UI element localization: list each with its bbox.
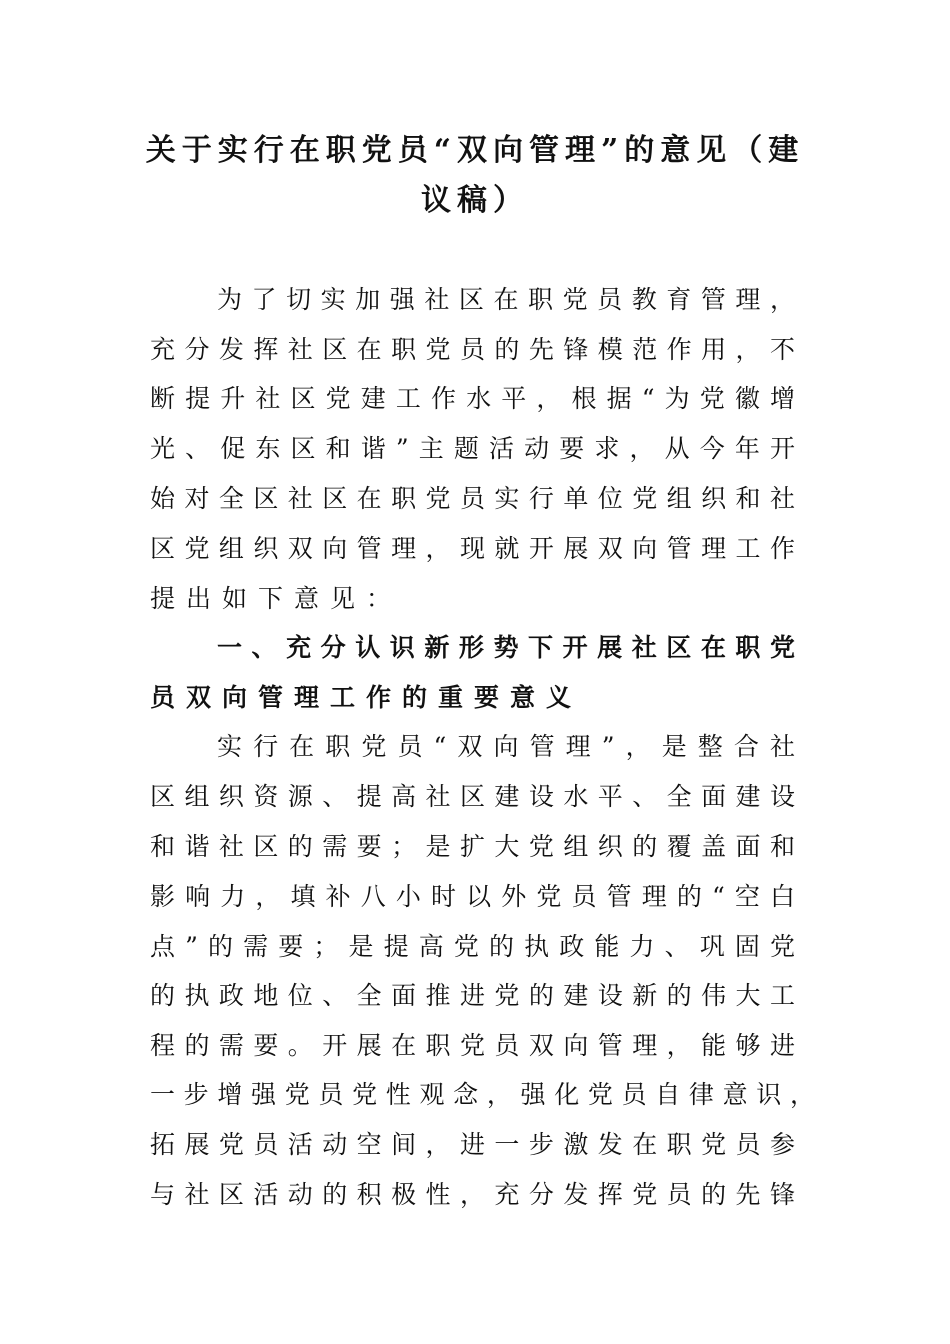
- paragraph-2-line: 程的需要。开展在职党员双向管理，能够进: [150, 1031, 795, 1060]
- paragraph-1-line: 充分发挥社区在职党员的先锋模范作用，不: [150, 335, 795, 364]
- section-heading-line: 一、充分认识新形势下开展社区在职党: [217, 633, 795, 662]
- paragraph-1-line: 始对全区社区在职党员实行单位党组织和社: [150, 484, 795, 513]
- paragraph-2-line: 点”的需要；是提高党的执政能力、巩固党: [150, 932, 795, 961]
- section-heading-line: 员双向管理工作的重要意义: [150, 683, 583, 712]
- paragraph-1-line: 为了切实加强社区在职党员教育管理，: [217, 285, 795, 314]
- paragraph-1-line: 断提升社区党建工作水平，根据“为党徽增: [150, 384, 795, 413]
- paragraph-1-line: 提出如下意见：: [150, 584, 403, 613]
- paragraph-1-line: 区党组织双向管理，现就开展双向管理工作: [150, 534, 795, 563]
- paragraph-2-line: 与社区活动的积极性，充分发挥党员的先锋: [150, 1180, 795, 1209]
- paragraph-2-line: 影响力，填补八小时以外党员管理的“空白: [150, 882, 795, 911]
- paragraph-2-line: 一步增强党员党性观念，强化党员自律意识，: [150, 1080, 815, 1109]
- paragraph-1-line: 光、促东区和谐”主题活动要求，从今年开: [150, 434, 795, 463]
- paragraph-2-line: 拓展党员活动空间，进一步激发在职党员参: [150, 1130, 795, 1159]
- paragraph-2-line: 的执政地位、全面推进党的建设新的伟大工: [150, 981, 795, 1010]
- document-title-line-1: 关于实行在职党员“双向管理”的意见（建: [145, 133, 805, 168]
- paragraph-2-line: 区组织资源、提高社区建设水平、全面建设: [150, 782, 795, 811]
- paragraph-2-line: 和谐社区的需要；是扩大党组织的覆盖面和: [150, 832, 795, 861]
- paragraph-2-line: 实行在职党员“双向管理”，是整合社: [217, 732, 795, 761]
- document-title-line-2: 议稿）: [421, 183, 529, 218]
